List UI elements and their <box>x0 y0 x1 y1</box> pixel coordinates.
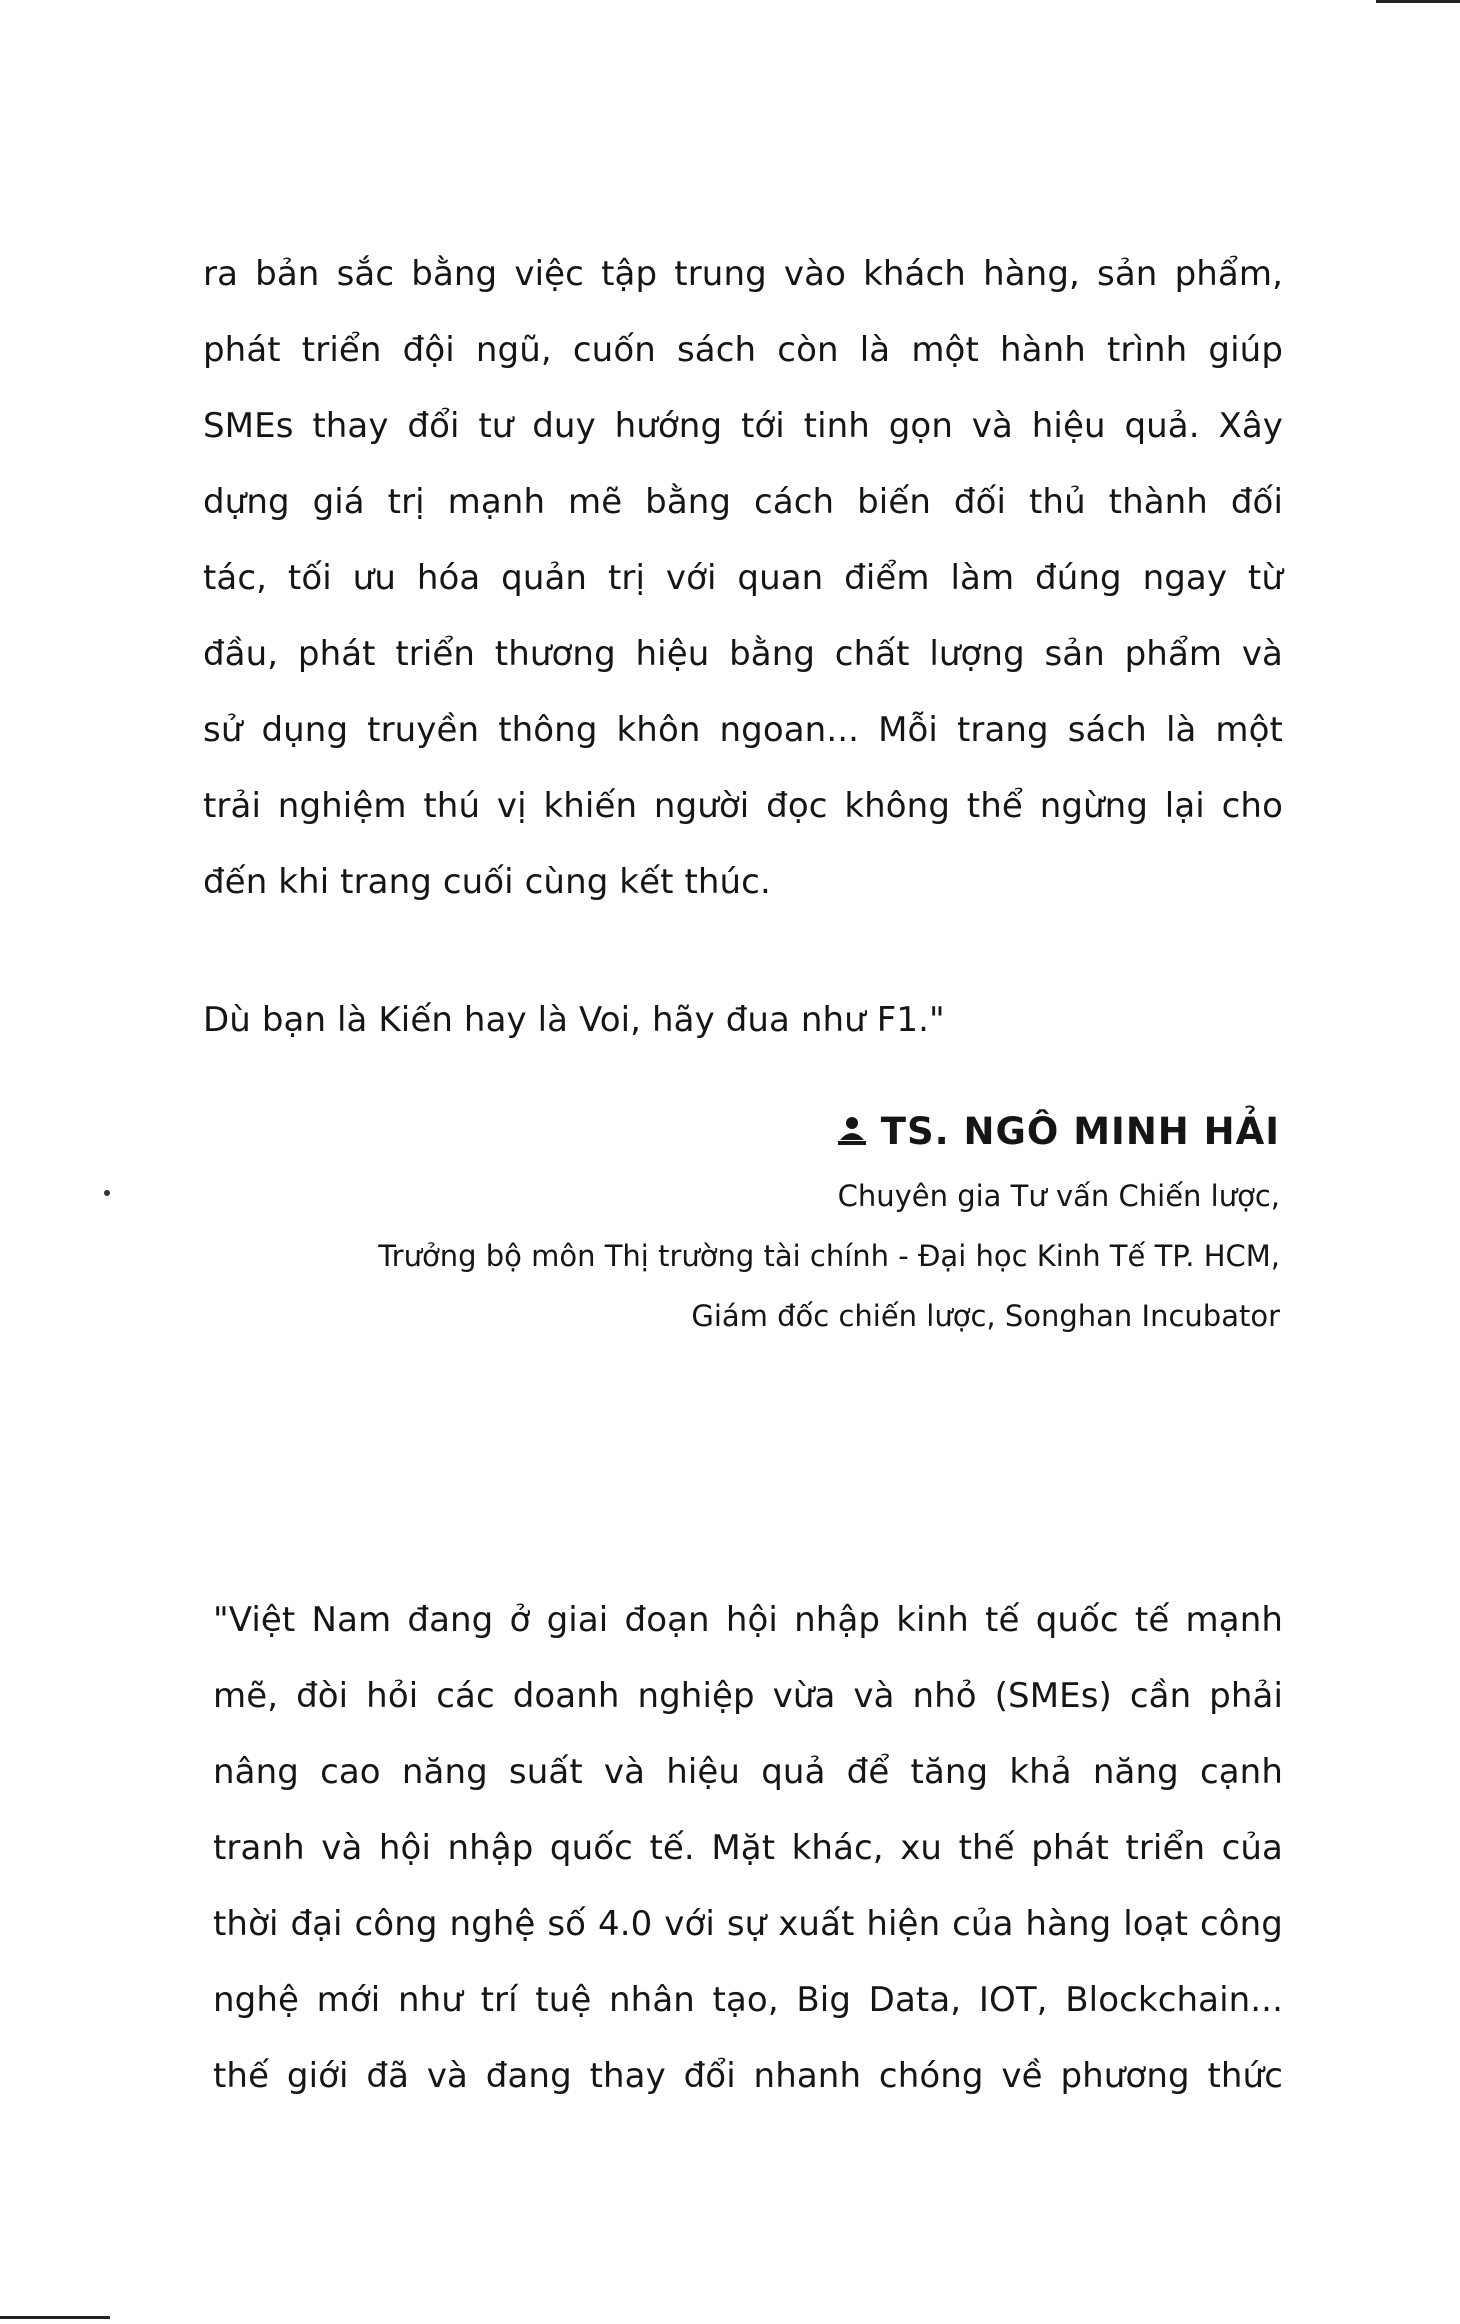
author-credential: Giám đốc chiến lược, Songhan Incubator <box>691 1299 1280 1333</box>
text-line: mẽ, đòi hỏi các doanh nghiệp vừa và nhỏ (SMEs) cần phải <box>213 1676 1283 1716</box>
text-line: "Việt Nam đang ở giai đoạn hội nhập kinh tế quốc tế mạnh <box>213 1600 1283 1640</box>
author-credential: Trưởng bộ môn Thị trường tài chính - Đại học Kinh Tế TP. HCM, <box>378 1239 1280 1273</box>
author-name: TS. NGÔ MINH HẢI <box>880 1110 1280 1153</box>
text-line: sử dụng truyền thông khôn ngoan... Mỗi trang sách là một <box>203 710 1283 750</box>
person-icon <box>837 1102 867 1166</box>
intro-passage <box>203 236 1283 920</box>
closing-text: Dù bạn là Kiến hay là Voi, hãy đua như F1." <box>203 1000 945 1040</box>
text-line: SMEs thay đổi tư duy hướng tới tinh gọn và hiệu quả. Xây <box>203 406 1283 446</box>
page-edge-top-right <box>1376 0 1460 3</box>
author-credential: Chuyên gia Tư vấn Chiến lược, <box>837 1179 1280 1213</box>
author-signature <box>378 1100 1280 1346</box>
text-line: nâng cao năng suất và hiệu quả để tăng khả năng cạnh <box>213 1752 1283 1792</box>
second-passage <box>213 1582 1283 2114</box>
page-edge-bottom-left <box>0 2316 110 2319</box>
text-line: trải nghiệm thú vị khiến người đọc không thể ngừng lại cho <box>203 786 1283 826</box>
text-line: đến khi trang cuối cùng kết thúc. <box>203 862 771 902</box>
closing-line <box>203 982 1283 1058</box>
text-line: phát triển đội ngũ, cuốn sách còn là một hành trình giúp <box>203 330 1283 370</box>
text-line: ra bản sắc bằng việc tập trung vào khách hàng, sản phẩm, <box>203 254 1283 294</box>
text-line: nghệ mới như trí tuệ nhân tạo, Big Data, IOT, Blockchain... <box>213 1980 1283 2020</box>
text-line: dựng giá trị mạnh mẽ bằng cách biến đối thủ thành đối <box>203 482 1283 522</box>
text-line: đầu, phát triển thương hiệu bằng chất lượng sản phẩm và <box>203 634 1283 674</box>
scan-speck <box>104 1190 110 1196</box>
text-line: thời đại công nghệ số 4.0 với sự xuất hiện của hàng loạt công <box>213 1904 1283 1944</box>
author-name-row <box>378 1100 1280 1166</box>
text-line: tranh và hội nhập quốc tế. Mặt khác, xu thế phát triển của <box>213 1828 1283 1868</box>
text-line: thế giới đã và đang thay đổi nhanh chóng về phương thức <box>213 2056 1283 2096</box>
text-line: tác, tối ưu hóa quản trị với quan điểm làm đúng ngay từ <box>203 558 1283 598</box>
